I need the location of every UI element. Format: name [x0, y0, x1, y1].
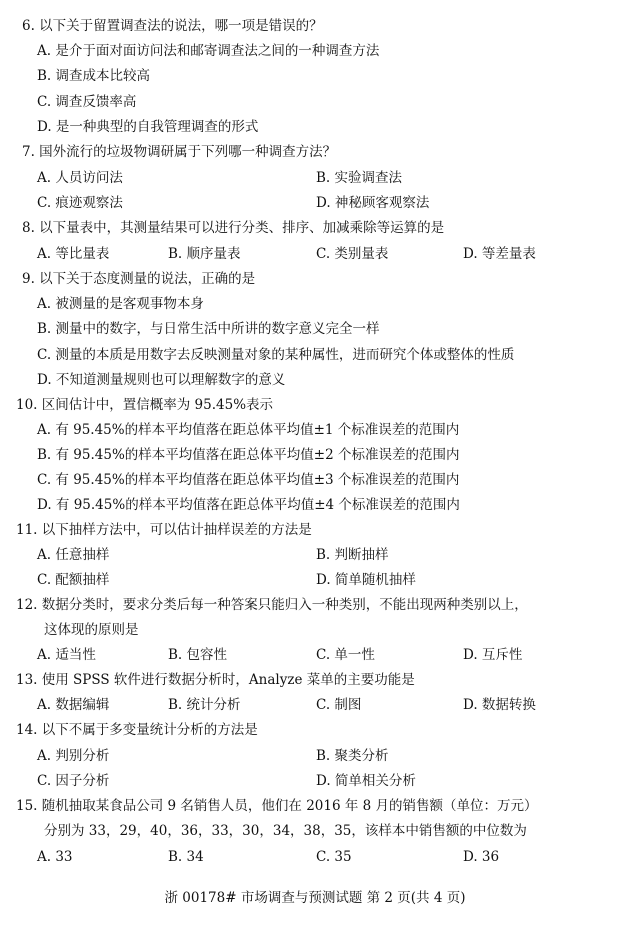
question-10-option-a: A. 有 95.45%的样本平均值落在距总体平均值±1 个标准误差的范围内 — [37, 422, 460, 438]
question-15-option-c: C. 35 — [316, 849, 352, 865]
question-8-option-c: C. 类别量表 — [316, 246, 389, 262]
question-6-option-d: D. 是一种典型的自我管理调查的形式 — [37, 119, 259, 135]
question-6-option-b: B. 调查成本比较高 — [37, 68, 151, 84]
question-6-option-a: A. 是介于面对面访问法和邮寄调查法之间的一种调查方法 — [37, 43, 380, 59]
question-9-option-c: C. 测量的本质是用数字去反映测量对象的某种属性，进而研究个体或整体的性质 — [37, 347, 515, 363]
question-14-option-d: D. 简单相关分析 — [316, 773, 416, 789]
question-15-option-d: D. 36 — [463, 849, 500, 865]
question-7-option-b: B. 实验调查法 — [316, 170, 403, 186]
question-13-stem: 13. 使用 SPSS 软件进行数据分析时，Analyze 菜单的主要功能是 — [16, 672, 415, 688]
question-11-stem: 11. 以下抽样方法中，可以估计抽样误差的方法是 — [16, 522, 312, 538]
question-7-option-a: A. 人员访问法 — [37, 170, 123, 186]
question-9-option-a: A. 被测量的是客观事物本身 — [37, 296, 204, 312]
question-15-stem-continued: 分别为 33，29，40，36，33，30，34，38，35，该样本中销售额的中位数为 — [44, 823, 527, 839]
question-14-option-c: C. 因子分析 — [37, 773, 110, 789]
question-10-stem: 10. 区间估计中，置信概率为 95.45%表示 — [16, 397, 274, 413]
question-10-option-d: D. 有 95.45%的样本平均值落在距总体平均值±4 个标准误差的范围内 — [37, 497, 460, 513]
question-8-stem: 8. 以下量表中，其测量结果可以进行分类、排序、加减乘除等运算的是 — [22, 220, 445, 236]
question-8-option-a: A. 等比量表 — [37, 246, 110, 262]
question-7-option-c: C. 痕迹观察法 — [37, 195, 123, 211]
question-6-option-c: C. 调查反馈率高 — [37, 94, 137, 110]
question-15-option-b: B. 34 — [168, 849, 204, 865]
question-14-option-b: B. 聚类分析 — [316, 748, 389, 764]
question-9-option-b: B. 测量中的数字，与日常生活中所讲的数字意义完全一样 — [37, 321, 380, 337]
question-11-option-d: D. 简单随机抽样 — [316, 572, 416, 588]
question-12-option-b: B. 包容性 — [168, 647, 228, 663]
question-12-stem-continued: 这体现的原则是 — [44, 622, 139, 638]
question-12-option-d: D. 互斥性 — [463, 647, 523, 663]
question-12-stem: 12. 数据分类时，要求分类后每一种答案只能归入一种类别，不能出现两种类别以上， — [16, 597, 528, 613]
question-13-option-d: D. 数据转换 — [463, 697, 536, 713]
question-15-option-a: A. 33 — [37, 849, 73, 865]
question-12-option-c: C. 单一性 — [316, 647, 375, 663]
question-10-option-b: B. 有 95.45%的样本平均值落在距总体平均值±2 个标准误差的范围内 — [37, 447, 460, 463]
question-12-option-a: A. 适当性 — [37, 647, 96, 663]
question-7-option-d: D. 神秘顾客观察法 — [316, 195, 430, 211]
question-13-option-a: A. 数据编辑 — [37, 697, 110, 713]
question-11-option-b: B. 判断抽样 — [316, 547, 389, 563]
question-13-option-b: B. 统计分析 — [168, 697, 241, 713]
question-8-option-b: B. 顺序量表 — [168, 246, 241, 262]
question-8-option-d: D. 等差量表 — [463, 246, 536, 262]
question-13-option-c: C. 制图 — [316, 697, 362, 713]
question-14-stem: 14. 以下不属于多变量统计分析的方法是 — [16, 722, 258, 738]
question-15-stem: 15. 随机抽取某食品公司 9 名销售人员，他们在 2016 年 8 月的销售额（单位：万元） — [16, 798, 538, 814]
page-footer: 浙 00178# 市场调查与预测试题 第 2 页(共 4 页) — [164, 890, 466, 906]
question-11-option-c: C. 配额抽样 — [37, 572, 110, 588]
question-6-stem: 6. 以下关于留置调查法的说法，哪一项是错误的？ — [22, 18, 323, 34]
question-9-stem: 9. 以下关于态度测量的说法，正确的是 — [22, 271, 256, 287]
question-11-option-a: A. 任意抽样 — [37, 547, 110, 563]
question-7-stem: 7. 国外流行的垃圾物调研属于下列哪一种调查方法？ — [22, 144, 337, 160]
question-9-option-d: D. 不知道测量规则也可以理解数字的意义 — [37, 372, 286, 388]
question-10-option-c: C. 有 95.45%的样本平均值落在距总体平均值±3 个标准误差的范围内 — [37, 472, 460, 488]
question-14-option-a: A. 判别分析 — [37, 748, 110, 764]
